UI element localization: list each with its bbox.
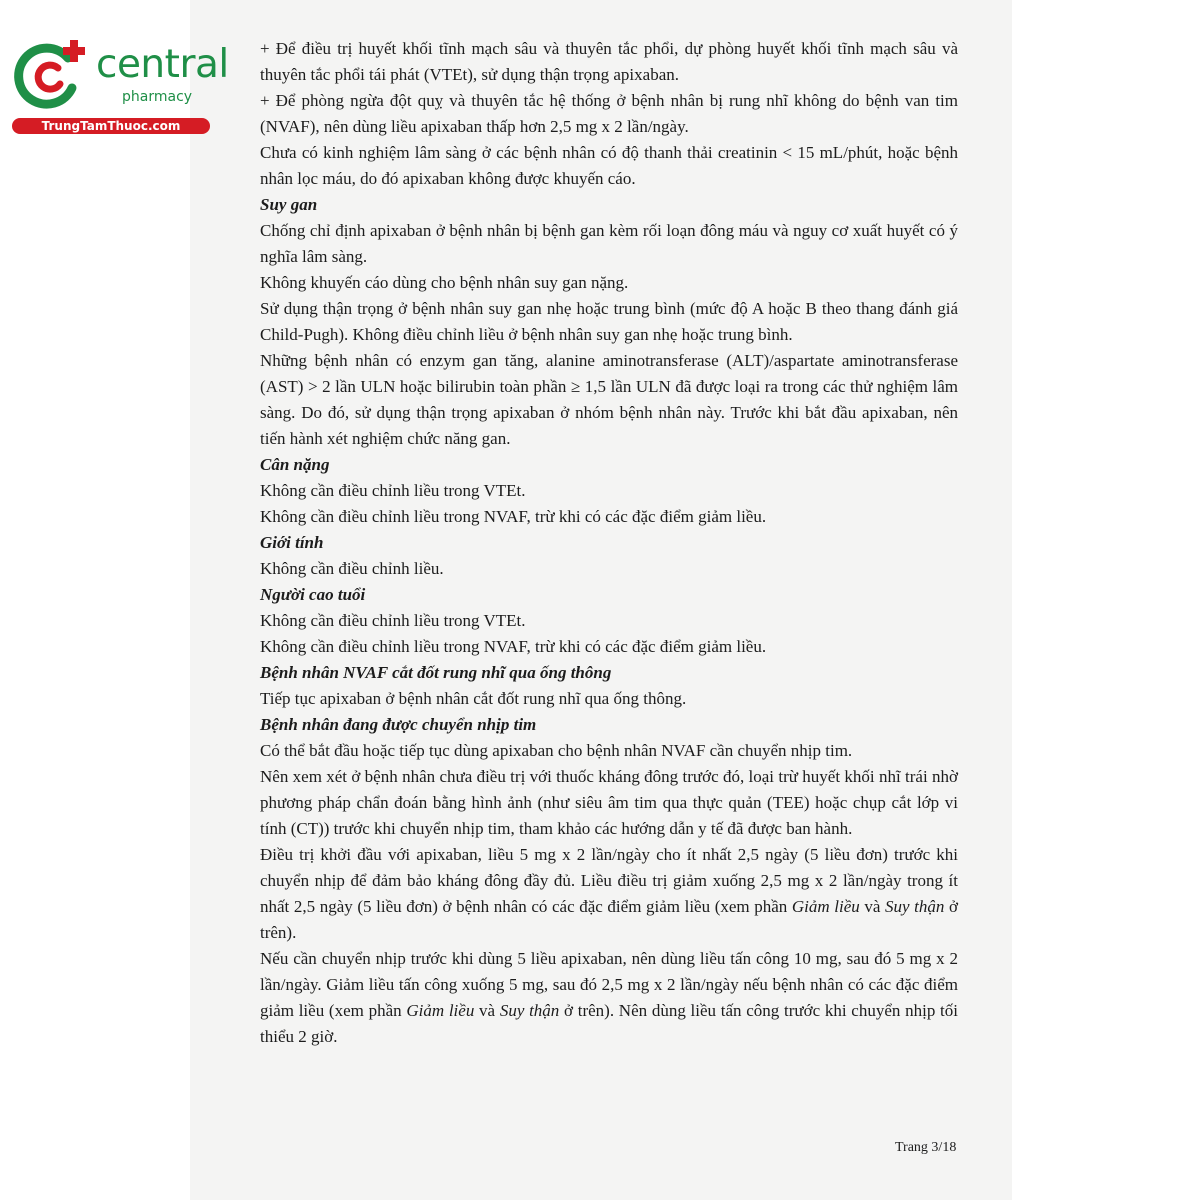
logo-brand-text: central — [96, 42, 229, 87]
section-heading: Người cao tuổi — [260, 585, 366, 604]
paragraph: Nên xem xét ở bệnh nhân chưa điều trị với thuốc kháng đông trước đó, loại trừ huyết khối nhĩ trái nhờ phương pháp chẩn đoán bằng hình ảnh (như siêu âm tim qua thực quản (TEE) hoặc chụp cắt lớp vi tính (CT)) trước khi chuyển nhịp tim, tham khảo các hướng dẫn y tế đã được ban hành. — [260, 767, 958, 838]
paragraph: Không cần điều chỉnh liều trong NVAF, trừ khi có các đặc điểm giảm liều. — [260, 637, 767, 656]
paragraph: Những bệnh nhân có enzym gan tăng, alanine aminotransferase (ALT)/aspartate aminotransferase (AST) > 2 lần ULN hoặc bilirubin toàn phần ≥ 1,5 lần ULN đã được loại ra trong các thử nghiệm lâm sàng. Do đó, sử dụng thận trọng apixaban ở nhóm bệnh nhân này. Trước khi bắt đầu apixaban, nên tiến hành xét nghiệm chức năng gan. — [260, 351, 958, 448]
paragraph: Không cần điều chỉnh liều trong VTEt. — [260, 481, 526, 500]
paragraph-text: và — [474, 1001, 500, 1020]
document-body — [260, 36, 958, 1050]
logo-site-badge: TrungTamThuoc.com — [12, 118, 210, 134]
paragraph: Tiếp tục apixaban ở bệnh nhân cắt đốt rung nhĩ qua ống thông. — [260, 689, 687, 708]
central-pharmacy-logo[interactable] — [10, 36, 229, 136]
page-number: Trang 3/18 — [895, 1140, 957, 1155]
pharmacy-logo-icon — [10, 36, 90, 116]
section-heading: Suy gan — [260, 195, 318, 214]
paragraph-text: Điều trị khởi đầu với apixaban, liều 5 mg x 2 lần/ngày cho ít nhất 2,5 ngày (5 liều đơn) trước khi chuyển nhịp để đảm bảo kháng đông đầy đủ. Liều điều trị giảm xuống 2,5 mg x 2 lần/ngày trong ít nhất 2,5 ngày (5 liều đơn) ở bệnh nhân có các đặc điểm giảm liều (xem phần — [260, 845, 958, 916]
paragraph-text: Nếu cần chuyển nhịp trước khi dùng 5 liều apixaban, nên dùng liều tấn công 10 mg, sau đó 5 mg x 2 lần/ngày. Giảm liều tấn công xuống 5 mg, sau đó 2,5 mg x 2 lần/ngày nếu bệnh nhân có các đặc điểm giảm liều (xem phần — [260, 949, 958, 1020]
paragraph: Không cần điều chỉnh liều trong NVAF, trừ khi có các đặc điểm giảm liều. — [260, 507, 767, 526]
paragraph: + Để phòng ngừa đột quỵ và thuyên tắc hệ thống ở bệnh nhân bị rung nhĩ không do bệnh van tim (NVAF), nên dùng liều apixaban thấp hơn 2,5 mg x 2 lần/ngày. — [260, 91, 958, 136]
section-reference: Giảm liều — [791, 897, 860, 916]
paragraph-text: ở trên). Nên dùng liều tấn công trước khi chuyển nhịp tối thiểu 2 giờ. — [260, 1001, 958, 1046]
section-reference: Giảm liều — [406, 1001, 475, 1020]
section-reference: Suy thận — [885, 897, 945, 916]
logo-sub-text: pharmacy — [122, 89, 193, 105]
paragraph-text: và — [859, 897, 886, 916]
paragraph: Chưa có kinh nghiệm lâm sàng ở các bệnh nhân có độ thanh thải creatinin < 15 mL/phút, hoặc bệnh nhân lọc máu, do đó apixaban không được khuyến cáo. — [260, 143, 958, 188]
paragraph: Chống chỉ định apixaban ở bệnh nhân bị bệnh gan kèm rối loạn đông máu và nguy cơ xuất huyết có ý nghĩa lâm sàng. — [260, 221, 958, 266]
paragraph: Không khuyến cáo dùng cho bệnh nhân suy gan nặng. — [260, 273, 629, 292]
section-heading: Bệnh nhân NVAF cắt đốt rung nhĩ qua ống thông — [260, 663, 612, 682]
paragraph: Có thể bắt đầu hoặc tiếp tục dùng apixaban cho bệnh nhân NVAF cần chuyển nhịp tim. — [260, 741, 853, 760]
paragraph: Không cần điều chỉnh liều. — [260, 559, 444, 578]
paragraph — [260, 946, 958, 1050]
paragraph: Không cần điều chỉnh liều trong VTEt. — [260, 611, 526, 630]
paragraph-text: ở trên). — [260, 897, 958, 942]
section-heading: Cân nặng — [260, 455, 330, 474]
section-heading: Bệnh nhân đang được chuyển nhịp tim — [260, 715, 537, 734]
paragraph: + Để điều trị huyết khối tĩnh mạch sâu và thuyên tắc phổi, dự phòng huyết khối tĩnh mạch sâu và thuyên tắc phổi tái phát (VTEt), sử dụng thận trọng apixaban. — [260, 39, 958, 84]
paragraph — [260, 842, 958, 946]
section-heading: Giới tính — [260, 533, 324, 552]
paragraph: Sử dụng thận trọng ở bệnh nhân suy gan nhẹ hoặc trung bình (mức độ A hoặc B theo thang đánh giá Child-Pugh). Không điều chỉnh liều ở bệnh nhân suy gan nhẹ hoặc trung bình. — [260, 299, 958, 344]
section-reference: Suy thận — [499, 1001, 560, 1020]
